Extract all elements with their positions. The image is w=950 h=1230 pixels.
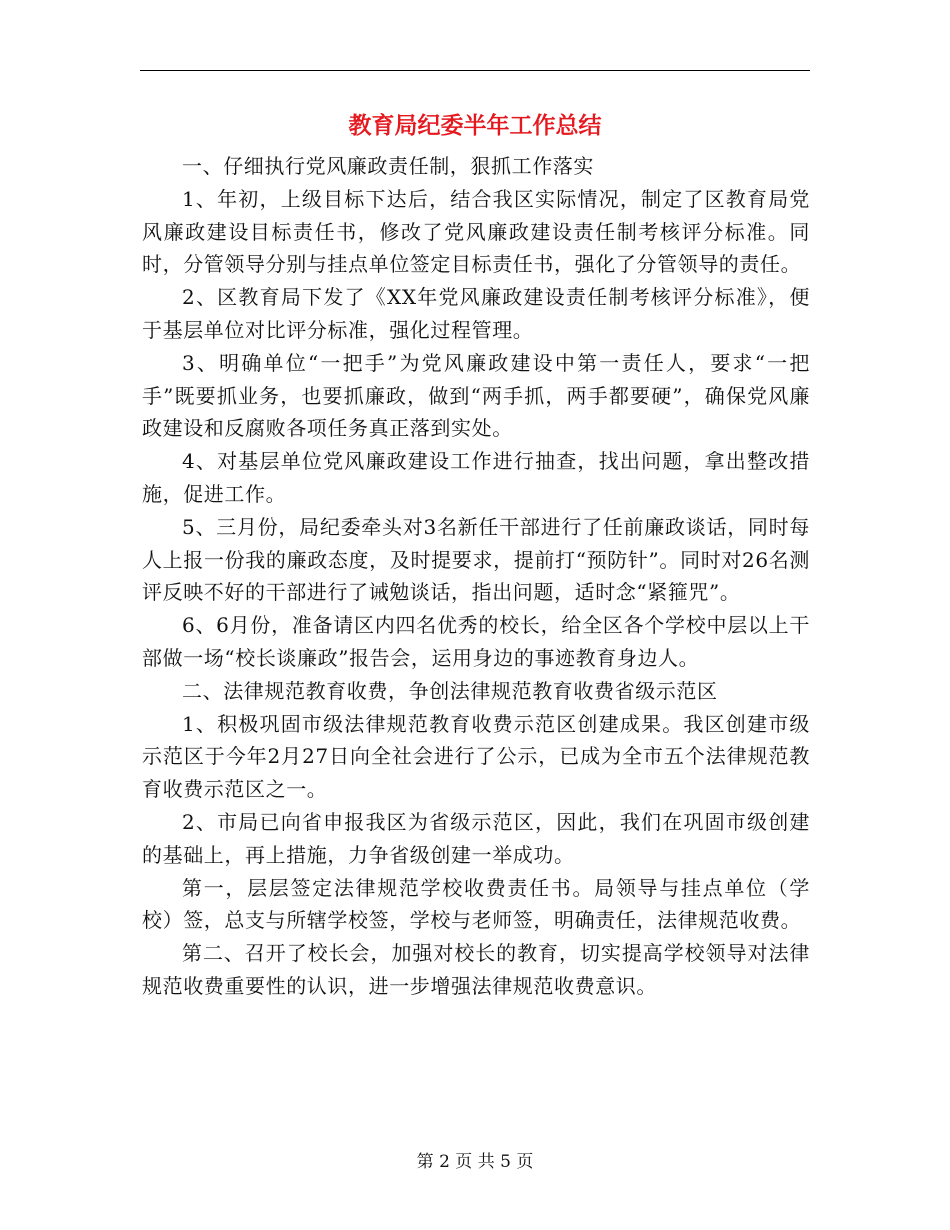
- paragraph-step-2: 第二、召开了校长会，加强对校长的教育，切实提高学校领导对法律规范收费重要性的认识，进一步增强法律规范收费意识。: [142, 941, 810, 998]
- document-title: 教育局纪委半年工作总结: [348, 113, 602, 139]
- paragraph-item-2: 2、区教育局下发了《XX年党风廉政建设责任制考核评分标准》，便于基层单位对比评分标准，强化过程管理。: [142, 285, 810, 342]
- paragraph-item-4: 4、对基层单位党风廉政建设工作进行抽查，找出问题，拿出整改措施，促进工作。: [142, 449, 810, 506]
- paragraph-item-2-1: 1、积极巩固市级法律规范教育收费示范区创建成果。我区创建市级示范区于今年2月27日向全社会进行了公示，已成为全市五个法律规范教育收费示范区之一。: [142, 711, 810, 802]
- paragraph-step-1: 第一，层层签定法律规范学校收费责任书。局领导与挂点单位（学校）签，总支与所辖学校签，学校与老师签，明确责任，法律规范收费。: [142, 875, 810, 933]
- paragraph-item-1: 1、年初，上级目标下达后，结合我区实际情况，制定了区教育局党风廉政建设目标责任书，修改了党风廉政建设责任制考核评分标准。同时，分管领导分别与挂点单位签定目标责任书，强化了分管领导的责任。: [142, 186, 810, 277]
- paragraph-item-2-2: 2、市局已向省申报我区为省级示范区，因此，我们在巩固市级创建的基础上，再上措施，力争省级创建一举成功。: [142, 809, 810, 867]
- paragraph-item-6: 6、6月份，准备请区内四名优秀的校长，给全区各个学校中层以上干部做一场“校长谈廉政”报告会，运用身边的事迹教育身边人。: [142, 613, 810, 670]
- paragraph-item-5: 5、三月份，局纪委牵头对3名新任干部进行了任前廉政谈话，同时每人上报一份我的廉政态度，及时提要求，提前打“预防针”。同时对26名测评反映不好的干部进行了诫勉谈话，指出问题，适时念“紧箍咒”。: [142, 514, 810, 605]
- document-body: [142, 150, 810, 1003]
- section-heading-2: 二、法律规范教育收费，争创法律规范教育收费省级示范区: [182, 678, 718, 703]
- paragraph-item-3: 3、明确单位“一把手”为党风廉政建设中第一责任人，要求“一把手”既要抓业务，也要抓廉政，做到“两手抓，两手都要硬”，确保党风廉政建设和反腐败各项任务真正落到实处。: [142, 350, 810, 441]
- section-heading-1: 一、仔细执行党风廉政责任制，狠抓工作落实: [182, 154, 594, 178]
- header-rule: [140, 70, 810, 71]
- page-number-footer: 第 2 页 共 5 页: [416, 1152, 534, 1172]
